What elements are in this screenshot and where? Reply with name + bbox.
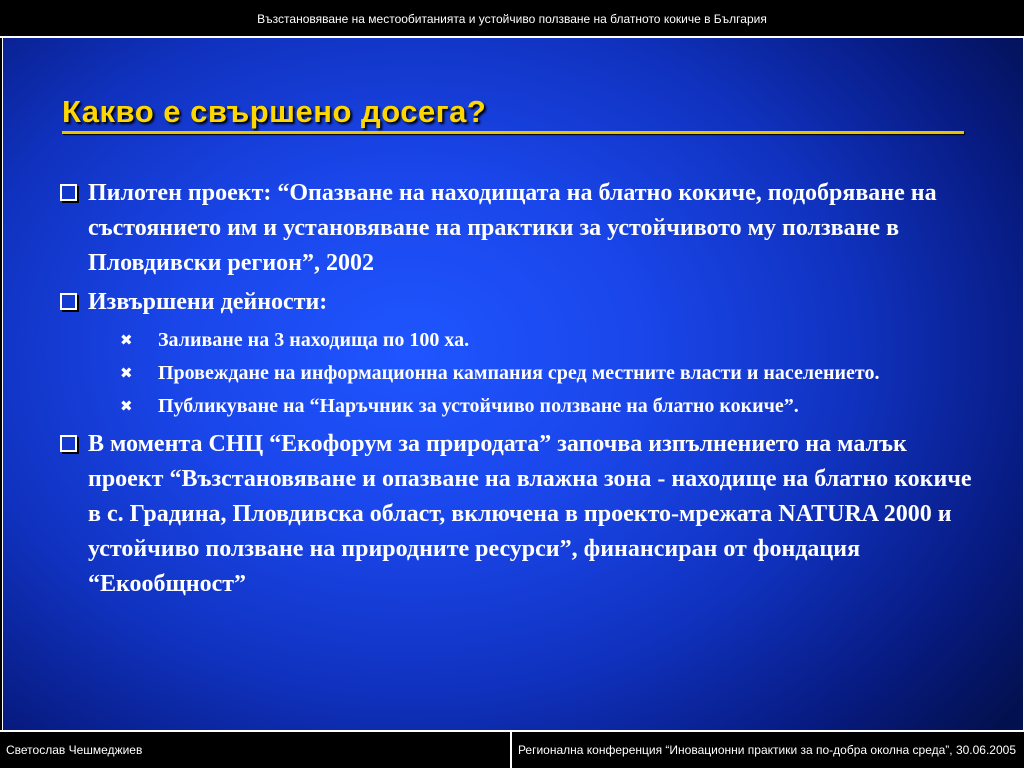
footer-author: Светослав Чешмеджиев [0, 732, 510, 768]
slide-content [58, 176, 978, 606]
bullet-text: Пилотен проект: “Опазване на находищата на блатно кокиче, подобряване на състоянието им и установяване на практики за устойчивото му ползване в Пловдивски регион”, 2002 [88, 180, 937, 276]
bullet-item [58, 285, 978, 320]
title-underline [62, 131, 964, 134]
sub-bullet-item [58, 324, 978, 357]
sub-bullet-item [58, 390, 978, 423]
slide-title: Какво е свършено досега? [62, 94, 487, 129]
bullet-text: Извършени дейности: [88, 289, 328, 315]
bullet-item [58, 176, 978, 281]
bullet-item [58, 427, 978, 602]
footer-conference: Регионална конференция “Иновационни практики за по-добра околна среда”, 30.06.2005 [512, 732, 1024, 768]
x-mark-icon: ✖ [120, 397, 133, 415]
checkbox-icon [60, 293, 77, 310]
sub-bullet-text: Публикуване на “Наръчник за устойчиво ползване на блатно кокиче”. [158, 395, 799, 417]
checkbox-icon [60, 184, 77, 201]
x-mark-icon: ✖ [120, 331, 133, 349]
checkbox-icon [60, 435, 77, 452]
sub-bullet-text: Заливане на 3 находища по 100 ха. [158, 329, 470, 351]
sub-bullet-item [58, 357, 978, 390]
bullet-text: В момента СНЦ “Екофорум за природата” започва изпълнението на малък проект “Възстановяване и опазване на влажна зона - находище на блатно кокиче в с. Градина, Пловдивска област, включена в проекто-мрежата NATURA 2000 и устойчиво ползване на природните ресурси”, финансиран от фондация “Екообщност” [88, 431, 972, 597]
header-text: Възстановяване на местообитанията и устойчиво ползване на блатното кокиче в България [0, 0, 1024, 36]
x-mark-icon: ✖ [120, 364, 133, 382]
sub-bullet-text: Провеждане на информационна кампания сред местните власти и населението. [158, 362, 880, 384]
